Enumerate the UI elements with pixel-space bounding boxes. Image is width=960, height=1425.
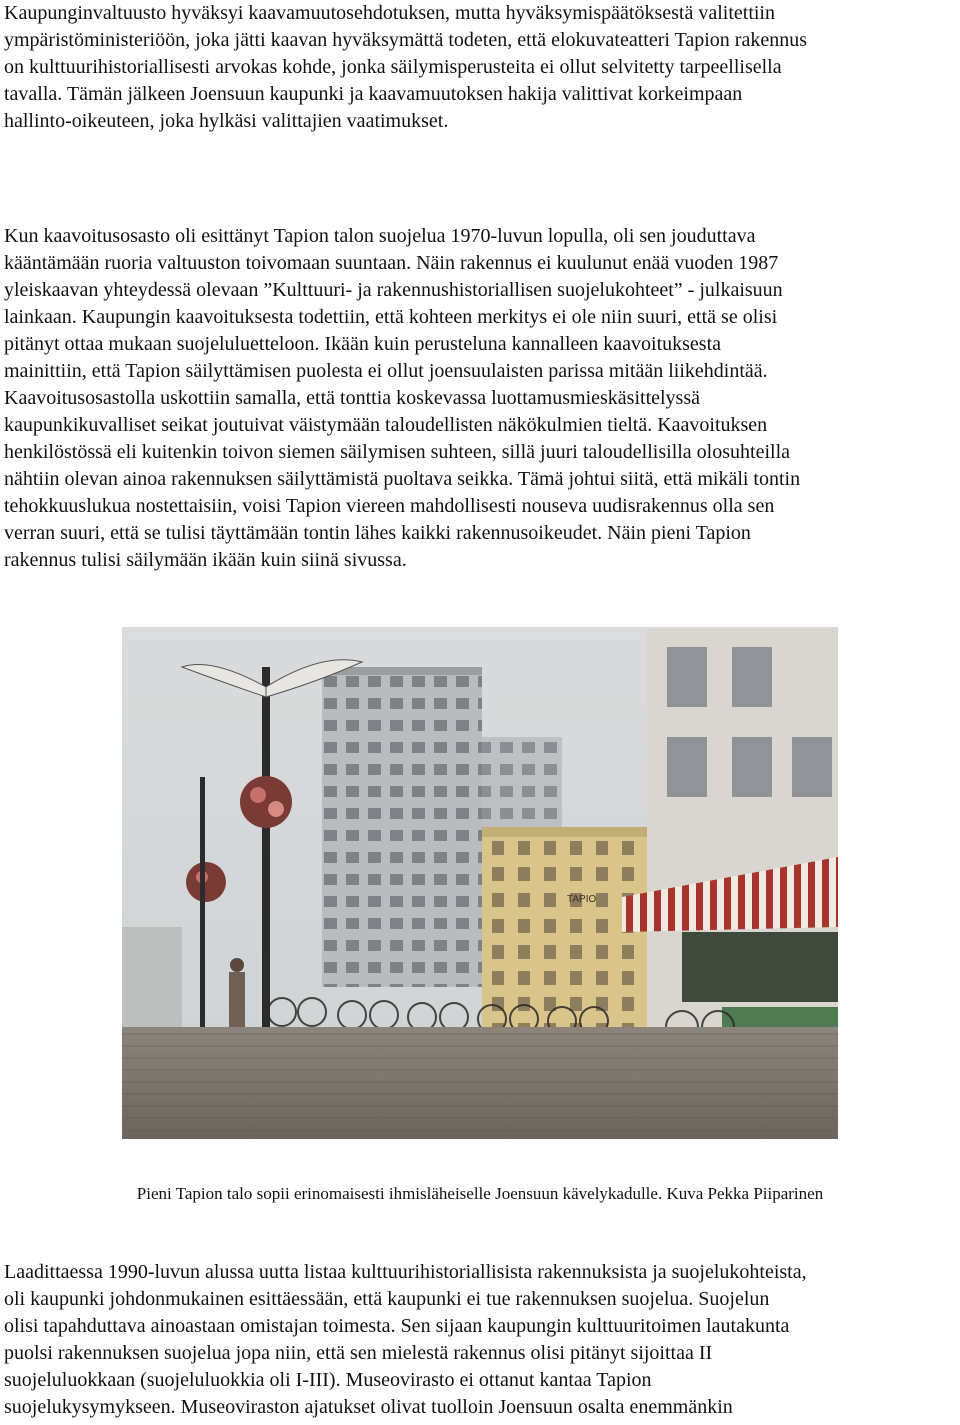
photo-caption: Pieni Tapion talo sopii erinomaisesti ihmisläheiselle Joensuun kävelykadulle. Kuva Pekka Piiparinen: [136, 1184, 824, 1203]
tapio-sign: TAPIO: [567, 894, 597, 905]
paragraph-1: Kaupunginvaltuusto hyväksyi kaavamuutosehdotuksen, mutta hyväksymispäätöksestä valitettiin ympäristöministeriöön, joka jätti kaavan hyväksymättä todeten, että elokuvateatteri Tapion rakennus on kulttuurihistoriallisesti arvokas kohde, jonka säilymisperusteita ei ollut selvitetty tarpeellisella tavalla. Tämän jälkeen Joensuun kaupunki ja kaavamuutoksen hakija valittivat korkeimpaan hallinto-oikeuteen, joka hylkäsi valittajien vaatimukset.: [4, 2, 807, 132]
street-photo: [122, 627, 838, 1139]
paragraph-2: Kun kaavoitusosasto oli esittänyt Tapion talon suojelua 1970-luvun lopulla, oli sen jouduttava kääntämään ruoria valtuuston toivomaan suuntaan. Näin rakennus ei kuulunut enää vuoden 1987 yleiskaavan yhteydessä olevaan ”Kulttuuri- ja rakennushistoriallisen suojelukohteet” - julkaisuun lainkaan. Kaupungin kaavoituksesta todettiin, että kohteen merkitys ei ole niin suuri, että se olisi pitänyt ottaa mukaan suojeluluetteloon. Ikään kuin perusteluna kannalleen kaavoituksesta mainittiin, että Tapion säilyttämisen puolesta ei ollut joensuulaisten parissa mitään liikehdintää. Kaavoitusosastolla uskottiin samalla, että tonttia koskevassa luottamusmieskäsittelyssä kaupunkikuvalliset seikat joutuivat väistymään taloudellisten näkökulmien tieltä. Kaavoituksen henkilöstössä eli kuitenkin toivon siemen säilymisen suhteen, sillä juuri taloudellisilla olosuhteilla nähtiin olevan ainoa rakennuksen säilyttämistä puoltava seikka. Tämä johtui siitä, että mikäli tontin tehokkuuslukua nostettaisiin, voisi Tapion viereen mahdollisesti nouseva uudisrakennus olla sen verran suuri, että se tulisi täyttämään tontin lähes kaikki rakennusoikeudet. Näin pieni Tapion rakennus tulisi säilymään ikään kuin siinä sivussa.: [4, 225, 801, 571]
paragraph-3: Laadittaessa 1990-luvun alussa uutta listaa kulttuurihistoriallisista rakennuksista ja suojelukohteista, oli kaupunki johdonmukainen esittäessään, että kaupunki ei tue rakennuksen suojelua. Suojelun olisi tapahduttava ainoastaan omistajan toimesta. Sen sijaan kaupungin kulttuuritoimen lautakunta puolsi rakennuksen suojelua jopa niin, että sen mielestä rakennus olisi pitänyt sijoittaa II suojeluluokkaan (suojeluluokkia oli I-III). Museovirasto ei ottanut kantaa Tapion suojelukysymykseen. Museoviraston ajatukset olivat tuolloin Joensuun osalta enemmänkin: [4, 1261, 807, 1418]
